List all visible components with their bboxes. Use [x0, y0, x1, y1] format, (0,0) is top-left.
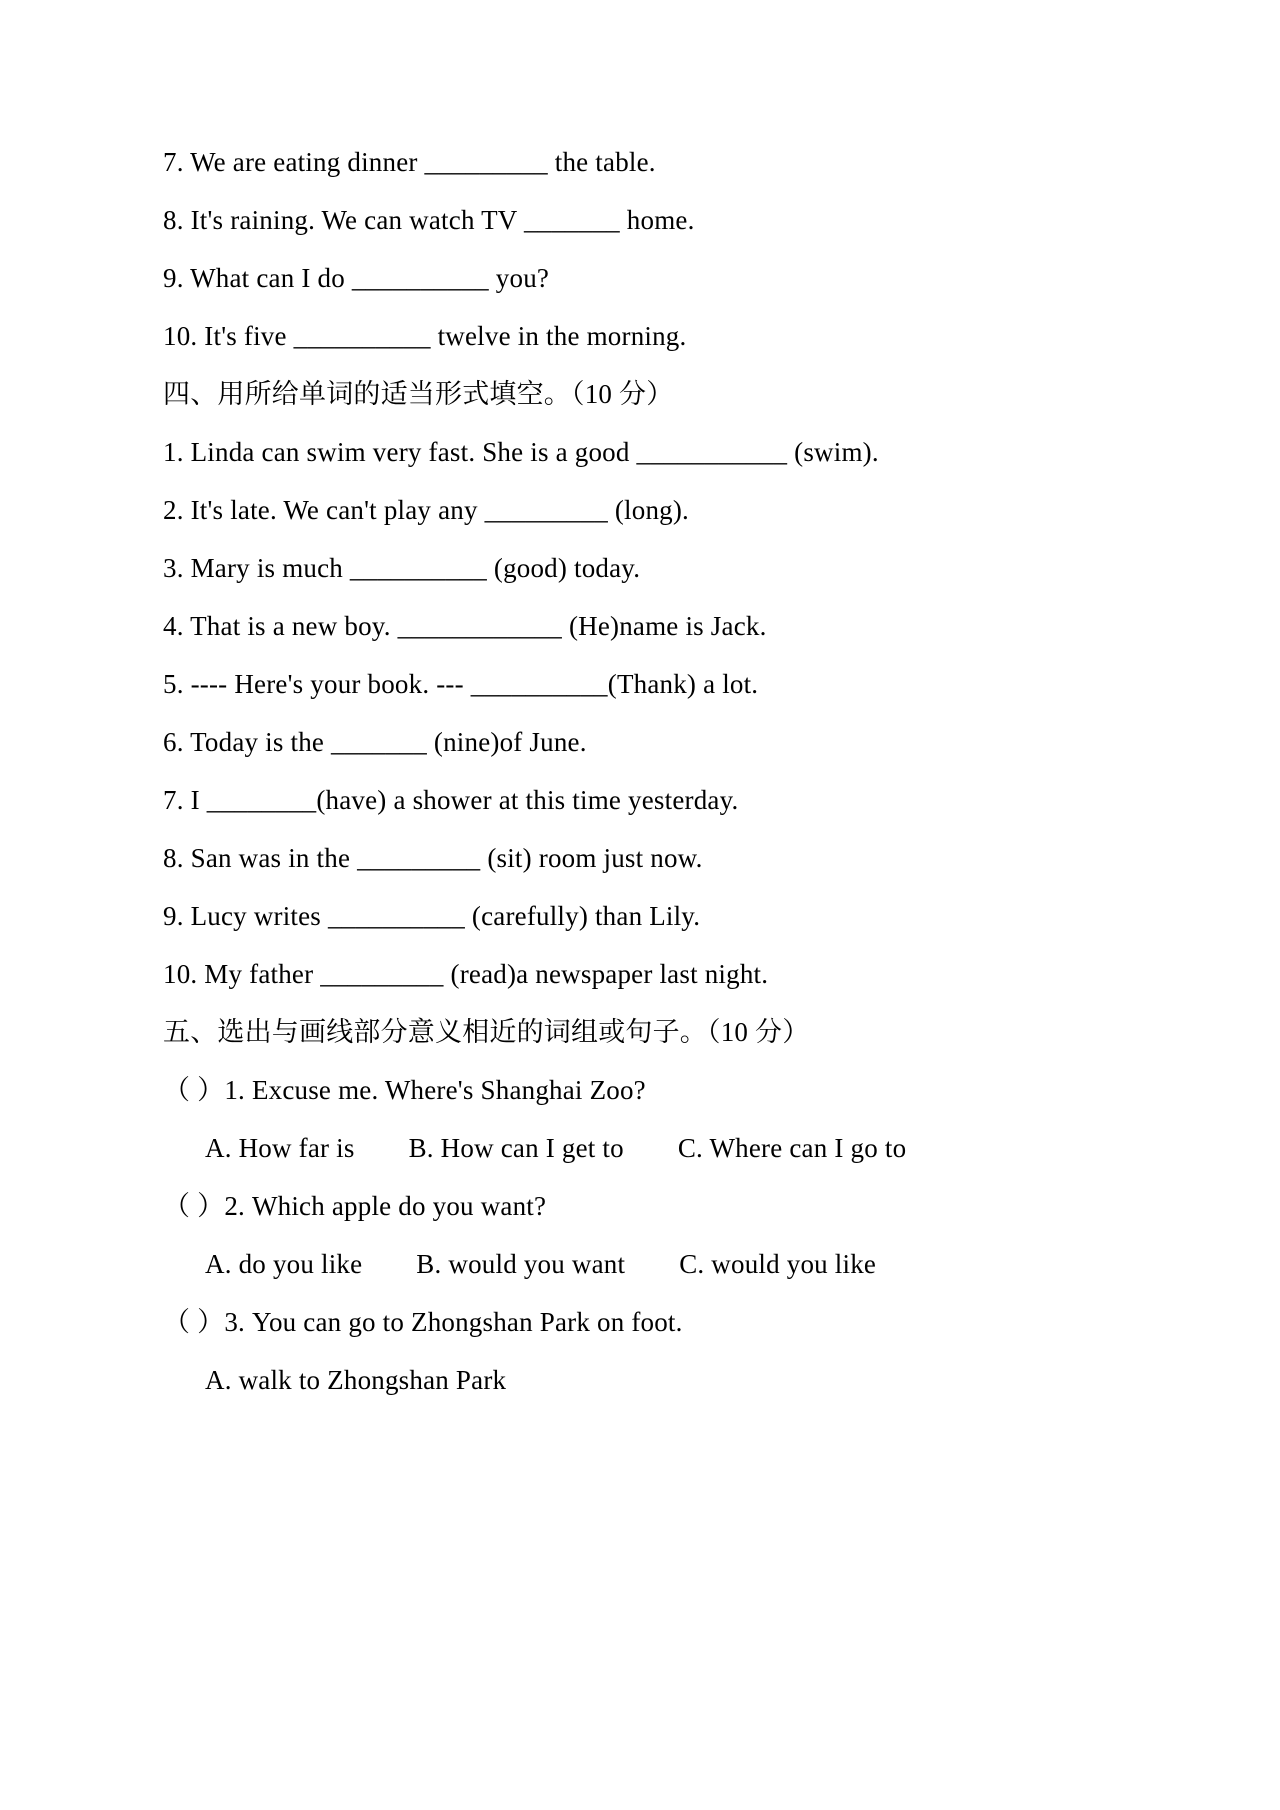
option-item: C. Where can I go to: [677, 1133, 907, 1163]
fill-blank-line: 10. It's five __________ twelve in the morning.: [163, 321, 687, 351]
fill-blank-line: 5. ---- Here's your book. --- __________(Thank) a lot.: [163, 669, 759, 699]
fill-blank-line: 9. What can I do __________ you?: [163, 263, 550, 293]
option-item: A. do you like: [205, 1249, 363, 1279]
fill-blank-line: 7. We are eating dinner _________ the table.: [163, 147, 656, 177]
option-item: B. How can I get to: [408, 1133, 624, 1163]
section-heading: 四、用所给单词的适当形式填空。（10 分）: [163, 379, 674, 409]
option-item: A. How far is: [205, 1133, 355, 1163]
fill-blank-line: 9. Lucy writes __________ (carefully) than Lily.: [163, 901, 701, 931]
fill-blank-line: 6. Today is the _______ (nine)of June.: [163, 727, 587, 757]
choice-question-line: （ ）2. Which apple do you want?: [163, 1191, 547, 1221]
option-item: A. walk to Zhongshan Park: [205, 1365, 507, 1395]
option-item: B. would you want: [416, 1249, 626, 1279]
choice-question-line: （ ）1. Excuse me. Where's Shanghai Zoo?: [163, 1075, 646, 1105]
options-row: [163, 1132, 1190, 1165]
document-body: [163, 146, 1190, 1397]
fill-blank-line: 2. It's late. We can't play any _________ (long).: [163, 495, 689, 525]
fill-blank-line: 1. Linda can swim very fast. She is a good ___________ (swim).: [163, 437, 879, 467]
options-row: [163, 1364, 1190, 1397]
fill-blank-line: 10. My father _________ (read)a newspaper last night.: [163, 959, 769, 989]
choice-question-line: （ ）3. You can go to Zhongshan Park on foot.: [163, 1307, 683, 1337]
fill-blank-line: 8. It's raining. We can watch TV _______ home.: [163, 205, 695, 235]
section-heading: 五、选出与画线部分意义相近的词组或句子。（10 分）: [163, 1017, 810, 1047]
fill-blank-line: 7. I ________(have) a shower at this time yesterday.: [163, 785, 739, 815]
fill-blank-line: 8. San was in the _________ (sit) room just now.: [163, 843, 703, 873]
fill-blank-line: 3. Mary is much __________ (good) today.: [163, 553, 641, 583]
options-row: [163, 1248, 1190, 1281]
option-item: C. would you like: [679, 1249, 877, 1279]
fill-blank-line: 4. That is a new boy. ____________ (He)name is Jack.: [163, 611, 767, 641]
